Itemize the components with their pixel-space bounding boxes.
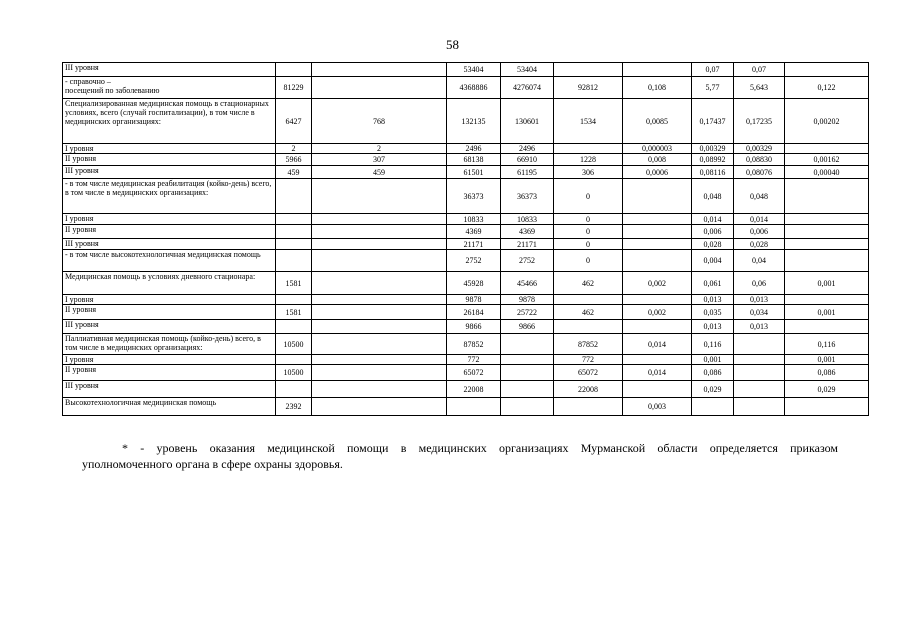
table-cell: 0,029 bbox=[785, 381, 869, 398]
table-cell bbox=[312, 305, 447, 320]
table-cell: 65072 bbox=[447, 365, 501, 381]
row-label: II уровня bbox=[63, 154, 276, 166]
table-cell: 0,00040 bbox=[785, 166, 869, 179]
table-cell: 10833 bbox=[501, 214, 554, 225]
table-cell: 0,014 bbox=[623, 365, 692, 381]
table-cell bbox=[623, 381, 692, 398]
table-cell: 2392 bbox=[276, 398, 312, 416]
table-cell: 0,116 bbox=[692, 334, 734, 355]
table-cell bbox=[312, 355, 447, 365]
table-cell bbox=[734, 334, 785, 355]
table-cell: 772 bbox=[554, 355, 623, 365]
table-cell: 9866 bbox=[501, 320, 554, 334]
table-cell: 2 bbox=[312, 144, 447, 154]
table-cell: 36373 bbox=[447, 179, 501, 214]
table-cell bbox=[785, 225, 869, 239]
table-cell bbox=[554, 295, 623, 305]
table-cell bbox=[623, 179, 692, 214]
row-label: - справочно – посещений по заболеванию bbox=[63, 77, 276, 99]
row-label: I уровня bbox=[63, 295, 276, 305]
table-cell: 0,08830 bbox=[734, 154, 785, 166]
table-row bbox=[63, 381, 869, 398]
table-cell: 0,08992 bbox=[692, 154, 734, 166]
table-cell bbox=[447, 398, 501, 416]
table-cell: 0,001 bbox=[785, 272, 869, 295]
table-cell: 0,061 bbox=[692, 272, 734, 295]
table-row bbox=[63, 154, 869, 166]
table-row bbox=[63, 320, 869, 334]
table-cell bbox=[276, 320, 312, 334]
table-cell: 61195 bbox=[501, 166, 554, 179]
table-cell bbox=[785, 179, 869, 214]
table-cell bbox=[312, 295, 447, 305]
table-cell: 9878 bbox=[501, 295, 554, 305]
row-label: II уровня bbox=[63, 225, 276, 239]
table-cell: 132135 bbox=[447, 99, 501, 144]
table-cell: 45466 bbox=[501, 272, 554, 295]
page-number: 58 bbox=[446, 37, 459, 52]
table-cell: 462 bbox=[554, 305, 623, 320]
table-row bbox=[63, 63, 869, 77]
footnote bbox=[82, 440, 838, 472]
table-cell bbox=[623, 214, 692, 225]
table-cell: 87852 bbox=[554, 334, 623, 355]
table-cell bbox=[312, 250, 447, 272]
table-cell: 4276074 bbox=[501, 77, 554, 99]
table-cell: 87852 bbox=[447, 334, 501, 355]
table-cell: 306 bbox=[554, 166, 623, 179]
table-cell: 772 bbox=[447, 355, 501, 365]
table-cell: 0,034 bbox=[734, 305, 785, 320]
table-cell: 0,001 bbox=[785, 355, 869, 365]
row-label: I уровня bbox=[63, 144, 276, 154]
table-cell bbox=[312, 272, 447, 295]
table-cell: 21171 bbox=[501, 239, 554, 250]
row-label: I уровня bbox=[63, 355, 276, 365]
table-cell: 2752 bbox=[501, 250, 554, 272]
table-cell: 61501 bbox=[447, 166, 501, 179]
table-cell: 0 bbox=[554, 250, 623, 272]
table-cell: 92812 bbox=[554, 77, 623, 99]
table-cell bbox=[276, 381, 312, 398]
table-cell: 459 bbox=[276, 166, 312, 179]
table-row bbox=[63, 166, 869, 179]
table-cell bbox=[312, 63, 447, 77]
table-cell: 2496 bbox=[447, 144, 501, 154]
table-cell: 0,086 bbox=[785, 365, 869, 381]
table-cell: 66910 bbox=[501, 154, 554, 166]
row-label: - в том числе медицинская реабилитация (койко-день) всего, в том числе в медицинских организациях: bbox=[63, 179, 276, 214]
table-cell: 0,028 bbox=[692, 239, 734, 250]
table-row bbox=[63, 77, 869, 99]
table-cell bbox=[623, 355, 692, 365]
table-cell: 10500 bbox=[276, 365, 312, 381]
table-cell bbox=[623, 320, 692, 334]
table-cell: 81229 bbox=[276, 77, 312, 99]
table-cell bbox=[734, 355, 785, 365]
table-row bbox=[63, 334, 869, 355]
row-label: - в том числе высокотехнологичная медицинская помощь bbox=[63, 250, 276, 272]
table-cell bbox=[501, 398, 554, 416]
table-cell: 0,008 bbox=[623, 154, 692, 166]
table-cell bbox=[312, 179, 447, 214]
table-cell bbox=[785, 63, 869, 77]
row-label: Специализированная медицинская помощь в стационарных условиях, всего (случай госпитализации), в том числе в медицинских организациях: bbox=[63, 99, 276, 144]
table-cell bbox=[501, 355, 554, 365]
table-cell bbox=[692, 398, 734, 416]
table-cell bbox=[276, 225, 312, 239]
table-cell: 0,001 bbox=[692, 355, 734, 365]
table-cell bbox=[734, 398, 785, 416]
table-cell: 0,00202 bbox=[785, 99, 869, 144]
table-cell: 5,77 bbox=[692, 77, 734, 99]
table-cell: 0,000003 bbox=[623, 144, 692, 154]
table-cell: 0,002 bbox=[623, 272, 692, 295]
table-row bbox=[63, 398, 869, 416]
table-cell: 0,004 bbox=[692, 250, 734, 272]
table-cell: 0 bbox=[554, 239, 623, 250]
table-cell bbox=[312, 398, 447, 416]
table-cell bbox=[276, 179, 312, 214]
table-cell bbox=[554, 63, 623, 77]
table-cell: 4368886 bbox=[447, 77, 501, 99]
table-cell bbox=[623, 250, 692, 272]
table-cell bbox=[554, 144, 623, 154]
table-row bbox=[63, 305, 869, 320]
table-cell: 9878 bbox=[447, 295, 501, 305]
table-cell bbox=[501, 365, 554, 381]
table-cell: 5,643 bbox=[734, 77, 785, 99]
table-cell bbox=[785, 214, 869, 225]
table-cell: 0,028 bbox=[734, 239, 785, 250]
table-cell: 2496 bbox=[501, 144, 554, 154]
row-label: II уровня bbox=[63, 365, 276, 381]
row-label: III уровня bbox=[63, 239, 276, 250]
row-label: III уровня bbox=[63, 381, 276, 398]
table-cell bbox=[785, 239, 869, 250]
table-cell: 0,00162 bbox=[785, 154, 869, 166]
table-cell bbox=[785, 250, 869, 272]
table-cell bbox=[501, 381, 554, 398]
table-cell: 1581 bbox=[276, 305, 312, 320]
table-cell bbox=[312, 77, 447, 99]
table-cell: 0,003 bbox=[623, 398, 692, 416]
table-cell bbox=[312, 320, 447, 334]
table-cell: 0,006 bbox=[734, 225, 785, 239]
table-cell bbox=[785, 295, 869, 305]
table-cell: 4369 bbox=[447, 225, 501, 239]
table-cell: 462 bbox=[554, 272, 623, 295]
table-cell: 0 bbox=[554, 179, 623, 214]
table-cell bbox=[312, 381, 447, 398]
table-cell bbox=[501, 334, 554, 355]
table-cell: 53404 bbox=[501, 63, 554, 77]
table-cell: 307 bbox=[312, 154, 447, 166]
table-cell: 0,00329 bbox=[692, 144, 734, 154]
table-row bbox=[63, 144, 869, 154]
table-cell bbox=[276, 239, 312, 250]
table-cell bbox=[276, 63, 312, 77]
table-cell bbox=[734, 365, 785, 381]
table-cell: 1228 bbox=[554, 154, 623, 166]
table-cell: 0 bbox=[554, 225, 623, 239]
table-cell bbox=[276, 355, 312, 365]
table-cell: 0,0006 bbox=[623, 166, 692, 179]
table-cell: 22008 bbox=[447, 381, 501, 398]
table-row bbox=[63, 99, 869, 144]
table-cell bbox=[554, 398, 623, 416]
table-cell: 0,17437 bbox=[692, 99, 734, 144]
table-cell bbox=[554, 320, 623, 334]
table-cell: 0,006 bbox=[692, 225, 734, 239]
table-cell: 0,00329 bbox=[734, 144, 785, 154]
row-label: II уровня bbox=[63, 305, 276, 320]
table-row bbox=[63, 225, 869, 239]
table-cell: 1534 bbox=[554, 99, 623, 144]
table-cell: 0,013 bbox=[734, 295, 785, 305]
table-cell: 25722 bbox=[501, 305, 554, 320]
table-cell bbox=[734, 381, 785, 398]
table-cell: 130601 bbox=[501, 99, 554, 144]
footnote-line-1: * - уровень оказания медицинской помощи в медицинских организациях Мурманской области определяется приказом bbox=[122, 441, 838, 455]
table-cell: 1581 bbox=[276, 272, 312, 295]
table-row bbox=[63, 365, 869, 381]
table-cell bbox=[623, 295, 692, 305]
table-cell: 0,108 bbox=[623, 77, 692, 99]
row-label: I уровня bbox=[63, 214, 276, 225]
table-cell: 0,014 bbox=[692, 214, 734, 225]
table-cell: 10833 bbox=[447, 214, 501, 225]
table-cell: 0,002 bbox=[623, 305, 692, 320]
table-cell: 26184 bbox=[447, 305, 501, 320]
row-label: Высокотехнологичная медицинская помощь bbox=[63, 398, 276, 416]
table-cell: 0,086 bbox=[692, 365, 734, 381]
table-cell bbox=[623, 63, 692, 77]
table-cell: 0,07 bbox=[734, 63, 785, 77]
table-cell: 0,029 bbox=[692, 381, 734, 398]
table-cell: 0,116 bbox=[785, 334, 869, 355]
table-cell: 0,048 bbox=[734, 179, 785, 214]
table-cell: 65072 bbox=[554, 365, 623, 381]
table-cell: 0,08076 bbox=[734, 166, 785, 179]
table-row bbox=[63, 239, 869, 250]
table-cell: 4369 bbox=[501, 225, 554, 239]
table-cell: 0,035 bbox=[692, 305, 734, 320]
table-cell: 0,17235 bbox=[734, 99, 785, 144]
row-label: III уровня bbox=[63, 166, 276, 179]
table-cell: 0,0085 bbox=[623, 99, 692, 144]
table-cell bbox=[312, 365, 447, 381]
table-row bbox=[63, 214, 869, 225]
table-cell: 768 bbox=[312, 99, 447, 144]
footnote-line-2: уполномоченного органа в сфере охраны здоровья. bbox=[82, 457, 343, 471]
table-cell bbox=[312, 239, 447, 250]
table-cell: 0,08116 bbox=[692, 166, 734, 179]
table-cell bbox=[623, 239, 692, 250]
table-cell: 36373 bbox=[501, 179, 554, 214]
table-cell bbox=[785, 320, 869, 334]
table-cell bbox=[785, 144, 869, 154]
table-cell: 0,013 bbox=[692, 295, 734, 305]
table-cell bbox=[312, 225, 447, 239]
table-body bbox=[63, 63, 869, 416]
table-cell bbox=[276, 250, 312, 272]
table-cell: 6427 bbox=[276, 99, 312, 144]
table-row bbox=[63, 250, 869, 272]
table-cell: 0,04 bbox=[734, 250, 785, 272]
table-row bbox=[63, 272, 869, 295]
table-cell: 22008 bbox=[554, 381, 623, 398]
table-cell: 459 bbox=[312, 166, 447, 179]
table-cell bbox=[312, 334, 447, 355]
table-cell: 0,06 bbox=[734, 272, 785, 295]
table-cell: 0,014 bbox=[623, 334, 692, 355]
table-cell: 0,048 bbox=[692, 179, 734, 214]
table-cell bbox=[312, 214, 447, 225]
table-cell: 21171 bbox=[447, 239, 501, 250]
table-cell: 0,013 bbox=[734, 320, 785, 334]
table-cell: 0,013 bbox=[692, 320, 734, 334]
table-cell: 53404 bbox=[447, 63, 501, 77]
data-table bbox=[62, 62, 869, 416]
table-cell: 45928 bbox=[447, 272, 501, 295]
table-cell bbox=[276, 214, 312, 225]
table-row bbox=[63, 179, 869, 214]
table-cell: 0 bbox=[554, 214, 623, 225]
table-cell: 2 bbox=[276, 144, 312, 154]
table-row bbox=[63, 295, 869, 305]
table-cell bbox=[785, 398, 869, 416]
table-cell: 10500 bbox=[276, 334, 312, 355]
row-label: III уровня bbox=[63, 63, 276, 77]
table-cell: 0,001 bbox=[785, 305, 869, 320]
table-cell: 9866 bbox=[447, 320, 501, 334]
table-row bbox=[63, 355, 869, 365]
row-label: III уровня bbox=[63, 320, 276, 334]
table-cell: 0,122 bbox=[785, 77, 869, 99]
row-label: Медицинская помощь в условиях дневного стационара: bbox=[63, 272, 276, 295]
table-cell: 0,014 bbox=[734, 214, 785, 225]
table-cell bbox=[623, 225, 692, 239]
row-label: Паллиативная медицинская помощь (койко-день) всего, в том числе в медицинских организациях: bbox=[63, 334, 276, 355]
table-cell: 2752 bbox=[447, 250, 501, 272]
table-cell bbox=[276, 295, 312, 305]
table-cell: 68138 bbox=[447, 154, 501, 166]
table-cell: 5966 bbox=[276, 154, 312, 166]
table-cell: 0,07 bbox=[692, 63, 734, 77]
